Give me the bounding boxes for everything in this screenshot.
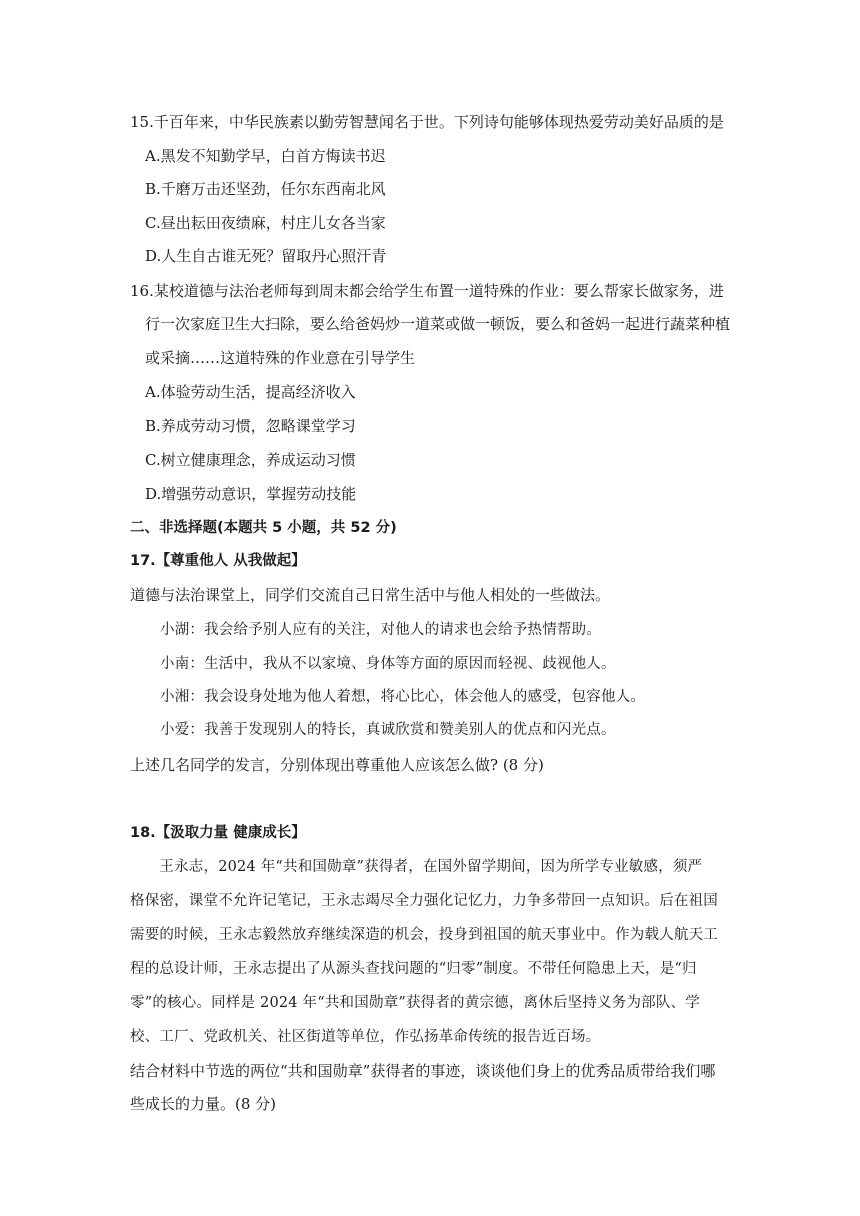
- section-2-heading: 二、非选择题(本题共 5 小题，共 52 分): [130, 520, 397, 536]
- q18-material-line-6: 校、工厂、党政机关、社区街道等单位，作弘扬革命传统的报告近百场。: [130, 1029, 601, 1045]
- q15-option-c: C.昼出耘田夜绩麻，村庄儿女各当家: [145, 214, 386, 232]
- q17-quote-3: 小湘：我会设身处地为他人着想，将心比心，体会他人的感受，包容他人。: [160, 689, 646, 705]
- q18-material-line-2: 格保密，课堂不允许记笔记，王永志竭尽全力强化记忆力，力争多带回一点知识。后在祖国: [130, 893, 718, 909]
- q16-stem-line-1: 16.某校道德与法治老师每到周末都会给学生布置一道特殊的作业：要么帮家长做家务，进: [130, 282, 724, 300]
- q15-option-b: B.千磨万击还坚劲，任尔东西南北风: [145, 180, 386, 198]
- q18-material-line-1: 王永志，2024 年“共和国勋章”获得者，在国外留学期间，因为所学专业敏感，须严: [130, 859, 703, 875]
- q18-material-line-5: 零”的核心。同样是 2024 年“共和国勋章”获得者的黄宗德，离休后坚持义务为部队、学: [130, 995, 700, 1011]
- q16-stem-line-2: 行一次家庭卫生大扫除，要么给爸妈炒一道菜或做一顿饭，要么和爸妈一起进行蔬菜种植: [145, 315, 731, 333]
- q18-material-line-3: 需要的时候，王永志毅然放弃继续深造的机会，投身到祖国的航天事业中。作为载人航天工: [130, 927, 718, 943]
- q18-title: 18.【汲取力量 健康成长】: [130, 825, 306, 841]
- q18-question-line-1: 结合材料中节选的两位“共和国勋章”获得者的事迹，谈谈他们身上的优秀品质带给我们哪: [130, 1062, 716, 1080]
- q16-option-a: A.体验劳动生活，提高经济收入: [145, 383, 356, 401]
- q17-quote-4: 小爱：我善于发现别人的特长，真诚欣赏和赞美别人的优点和闪光点。: [160, 722, 616, 738]
- q15-option-d: D.人生自古谁无死？留取丹心照汗青: [145, 247, 387, 265]
- q17-quote-2: 小南：生活中，我从不以家境、身体等方面的原因而轻视、歧视他人。: [160, 656, 616, 672]
- q17-quote-1: 小湖：我会给予别人应有的关注，对他人的请求也会给予热情帮助。: [160, 622, 601, 638]
- q18-question-line-2: 些成长的力量。(8 分): [130, 1095, 277, 1113]
- q16-option-b: B.养成劳动习惯，忽略课堂学习: [145, 417, 356, 435]
- q15-stem: 15.千百年来，中华民族素以勤劳智慧闻名于世。下列诗句能够体现热爱劳动美好品质的是: [130, 113, 724, 131]
- q16-stem-line-3: 或采摘……这道特殊的作业意在引导学生: [145, 349, 416, 367]
- q16-option-c: C.树立健康理念，养成运动习惯: [145, 451, 356, 469]
- q17-question: 上述几名同学的发言，分别体现出尊重他人应该怎么做? (8 分): [130, 756, 544, 774]
- q16-option-d: D.增强劳动意识，掌握劳动技能: [145, 485, 357, 503]
- q17-title: 17.【尊重他人 从我做起】: [130, 553, 306, 569]
- q18-material-line-4: 程的总设计师，王永志提出了从源头查找问题的“归零”制度。不带任何隐患上天，是“归: [130, 961, 697, 977]
- q15-option-a: A.黑发不知勤学早，白首方悔读书迟: [145, 147, 386, 165]
- q17-intro: 道德与法治课堂上，同学们交流自己日常生活中与他人相处的一些做法。: [130, 586, 611, 604]
